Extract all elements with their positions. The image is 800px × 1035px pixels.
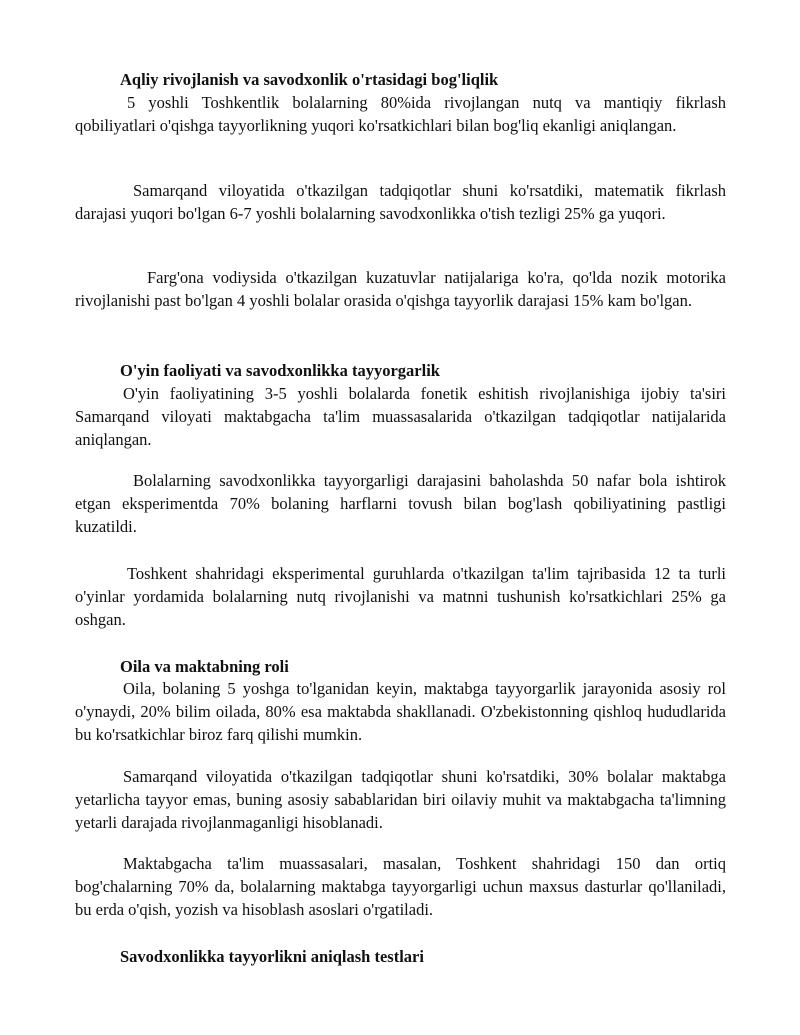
paragraph-text: Bolalarning savodxonlikka tayyorgarligi darajasini baholashda 50 nafar bola ishtirok etgan eksperimentda 70% bolaning harflarni tovush bilan bog'lash qobiliyatining pastligi kuzatildi. bbox=[75, 471, 726, 536]
paragraph bbox=[75, 677, 726, 746]
section-heading-cognitive: Aqliy rivojlanish va savodxonlik o'rtasidagi bog'liqlik bbox=[120, 70, 499, 89]
paragraph-text: Maktabgacha ta'lim muassasalari, masalan, Toshkent shahridagi 150 dan ortiq bog'chalarning 70% da, bolalarning maktabga tayyorgarligi uchun maxsus dasturlar qo'llaniladi, bu erda o'qish, yozish va hisoblash asoslari o'rgatiladi. bbox=[75, 854, 726, 919]
paragraph bbox=[75, 852, 726, 921]
paragraph-text: Farg'ona vodiysida o'tkazilgan kuzatuvlar natijalariga ko'ra, qo'lda nozik motorika rivojlanishi past bo'lgan 4 yoshli bolalar orasida o'qishga tayyorlik darajasi 15% kam bo'lgan. bbox=[75, 268, 726, 310]
paragraph bbox=[75, 266, 726, 312]
paragraph-text: Samarqand viloyatida o'tkazilgan tadqiqotlar shuni ko'rsatdiki, 30% bolalar maktabga yetarlicha tayyor emas, buning asosiy sabablaridan biri oilaviy muhit va maktabgacha ta'limning yetarli darajada rivojlanmaganligi hisoblanadi. bbox=[75, 767, 726, 832]
paragraph bbox=[75, 91, 726, 137]
section-heading-play: O'yin faoliyati va savodxonlikka tayyorgarlik bbox=[120, 361, 440, 380]
section-heading-tests: Savodxonlikka tayyorlikni aniqlash testlari bbox=[120, 947, 424, 966]
paragraph bbox=[75, 179, 726, 225]
paragraph bbox=[75, 382, 726, 451]
paragraph-text: Toshkent shahridagi eksperimental guruhlarda o'tkazilgan ta'lim tajribasida 12 ta turli o'yinlar yordamida bolalarning nutq rivojlanishi va matnni tushunish ko'rsatkichlari 25% ga oshgan. bbox=[75, 564, 726, 629]
paragraph-text: O'yin faoliyatining 3-5 yoshli bolalarda fonetik eshitish rivojlanishiga ijobiy ta'siri Samarqand viloyati maktabgacha ta'lim muassasalarida o'tkazilgan tadqiqotlar natijalarida aniqlangan. bbox=[75, 384, 726, 449]
paragraph bbox=[75, 765, 726, 834]
paragraph-text: 5 yoshli Toshkentlik bolalarning 80%ida rivojlangan nutq va mantiqiy fikrlash qobiliyatlari o'qishga tayyorlikning yuqori ko'rsatkichlari bilan bog'liq ekanligi aniqlangan. bbox=[75, 93, 726, 135]
paragraph-text: Oila, bolaning 5 yoshga to'lganidan keyin, maktabga tayyorgarlik jarayonida asosiy rol o'ynaydi, 20% bilim oilada, 80% esa maktabda shakllanadi. O'zbekistonning qishloq hududlarida bu ko'rsatkichlar biroz farq qilishi mumkin. bbox=[75, 679, 726, 744]
paragraph bbox=[75, 469, 726, 538]
paragraph bbox=[75, 562, 726, 631]
paragraph-text: Samarqand viloyatida o'tkazilgan tadqiqotlar shuni ko'rsatdiki, matematik fikrlash darajasi yuqori bo'lgan 6-7 yoshli bolalarning savodxonlikka o'tish tezligi 25% ga yuqori. bbox=[75, 181, 726, 223]
section-heading-family: Oila va maktabning roli bbox=[120, 657, 289, 676]
